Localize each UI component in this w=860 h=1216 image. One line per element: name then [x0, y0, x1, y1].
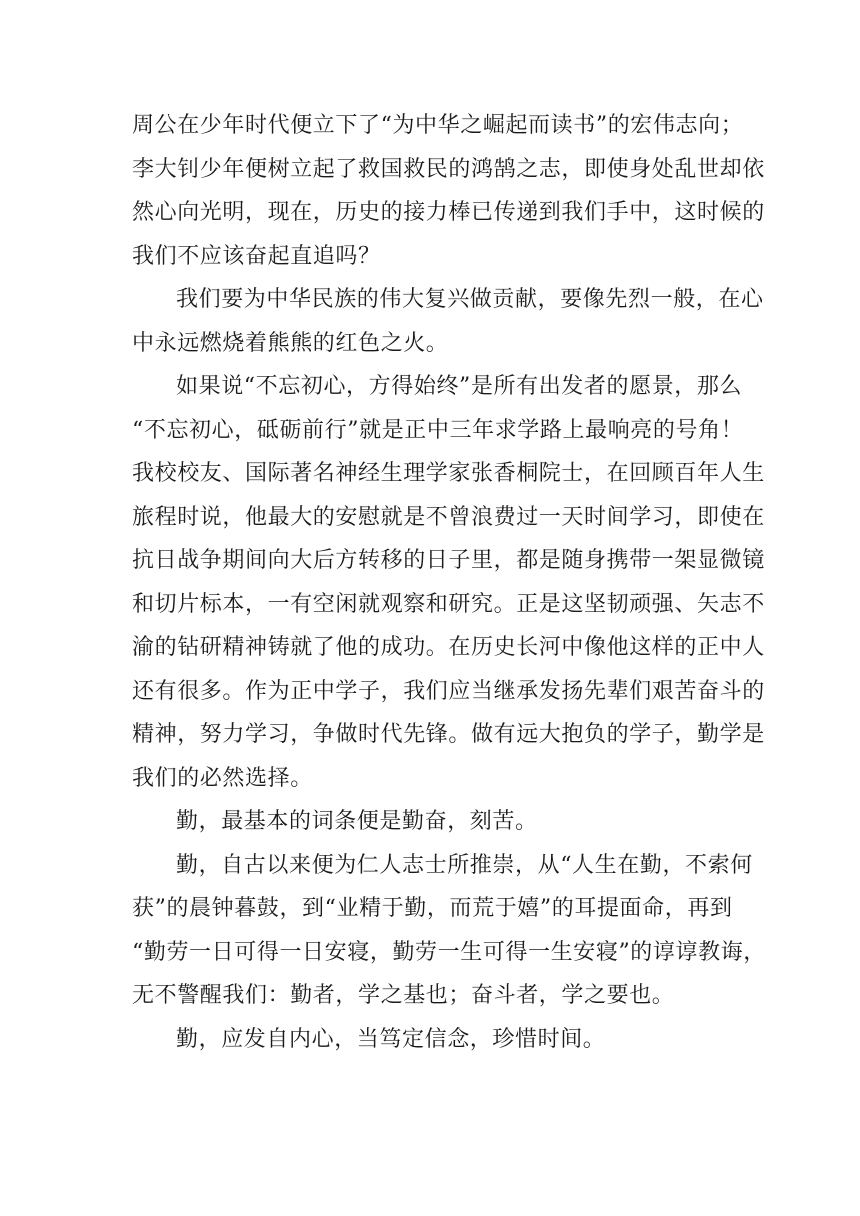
paragraph-1	[132, 104, 765, 278]
text-line: 周公在少年时代便立下了“为中华之崛起而读书”的宏伟志向；	[132, 113, 744, 138]
text-line: 勤，最基本的词条便是勤奋，刻苦。	[176, 809, 538, 834]
text-line: 无不警醒我们：勤者，学之基也；奋斗者，学之要也。	[132, 983, 675, 1008]
text-line: 精神，努力学习，争做时代先锋。做有远大抱负的学子，勤学是	[132, 722, 765, 747]
text-line: 还有很多。作为正中学子，我们应当继承发扬先辈们艰苦奋斗的	[132, 678, 765, 704]
paragraph-2	[132, 278, 764, 365]
text-line: 然心向光明，现在，历史的接力棒已传递到我们手中，这时候的	[132, 200, 765, 225]
text-line: 旅程时说，他最大的安慰就是不曾浪费过一天时间学习，即使在	[132, 504, 765, 530]
text-line: 我们的必然选择。	[132, 765, 313, 791]
text-line: 中永远燃烧着熊熊的红色之火。	[132, 330, 449, 356]
text-line: 和切片标本，一有空闲就观察和研究。正是这坚韧顽强、矢志不	[132, 591, 765, 617]
paragraph-6	[132, 1018, 730, 1062]
text-line: “不忘初心，砥砺前行”就是正中三年求学路上最响亮的号角！	[132, 417, 744, 443]
paragraph-4	[132, 800, 730, 844]
paragraph-5	[132, 844, 766, 1018]
text-line: 获”的晨钟暮鼓，到“业精于勤，而荒于嬉”的耳提面命，再到	[132, 896, 733, 921]
text-line: 如果说“不忘初心，方得始终”是所有出发者的愿景，那么	[176, 374, 743, 399]
text-line: 渝的钻研精神铸就了他的成功。在历史长河中像他这样的正中人	[132, 635, 765, 660]
article-body	[132, 104, 766, 1061]
text-line: 我们要为中华民族的伟大复兴做贡献，要像先烈一般，在心	[176, 287, 764, 312]
text-line: 勤，自古以来便为仁人志士所推崇，从“人生在勤，不索何	[176, 852, 753, 878]
text-line: 抗日战争期间向大后方转移的日子里，都是随身携带一架显微镜	[132, 548, 765, 573]
text-line: 我们不应该奋起直追吗？	[132, 243, 381, 269]
text-line: 李大钊少年便树立起了救国救民的鸿鹄之志，即使身处乱世却依	[132, 156, 765, 182]
paragraph-3	[132, 365, 765, 800]
text-line: 我校校友、国际著名神经生理学家张香桐院士，在回顾百年人生	[132, 461, 765, 486]
text-line: 勤，应发自内心，当笃定信念，珍惜时间。	[176, 1026, 606, 1052]
text-line: “勤劳一日可得一日安寝，勤劳一生可得一生安寝”的谆谆教诲，	[132, 939, 766, 965]
